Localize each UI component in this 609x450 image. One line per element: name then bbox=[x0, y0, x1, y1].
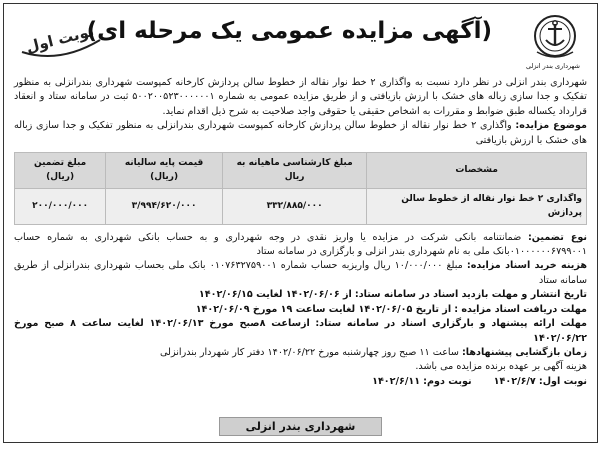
logo-caption: شهرداری بندر انزلی bbox=[525, 62, 580, 70]
col-header-spec: مشخصات bbox=[367, 153, 587, 189]
advertisement-frame bbox=[3, 3, 598, 443]
turn-stamp-text: نوبت اول bbox=[24, 21, 96, 57]
table-header-row bbox=[15, 153, 587, 189]
submit-label: مهلت ارائه پیشنهاد و بارگزاری اسناد در سامانه ستاد: bbox=[315, 318, 587, 330]
advertisement-body bbox=[14, 76, 587, 389]
table-row bbox=[15, 188, 587, 224]
page-title: (آگهی مزایده عمومی یک مرحله ای) bbox=[86, 18, 492, 44]
col-header-guarantee: مبلغ تضمین (ریال) bbox=[15, 153, 106, 189]
publish-label: تاریخ انتشار و مهلت بازدید اسناد در سامانه ستاد: bbox=[354, 289, 587, 301]
receive-paragraph bbox=[14, 303, 587, 317]
opening-label: زمان بازگشایی پیشنهادها: bbox=[461, 346, 587, 358]
opening-text: ساعت ۱۱ صبح روز چهارشنبه مورخ ۱۴۰۲/۰۶/۲۲ دفتر کار شهردار بندرانزلی bbox=[160, 346, 459, 358]
footer bbox=[4, 415, 597, 436]
items-table bbox=[14, 152, 587, 225]
doc-fee-text: مبلغ ۱۰/۰۰۰/۰۰۰ ریال واریزبه حساب شماره ۰۱۰۷۶۳۲۷۵۹۰۰۱ بانک ملی بحساب شهرداری بندرانزلی از طریق سامانه ستاد bbox=[14, 260, 587, 286]
submit-text: ازساعت ۸صبح مورخ ۱۴۰۲/۰۶/۱۳ لغایت ساعت ۸ صبح مورخ ۱۴۰۲/۰۶/۲۲ bbox=[14, 318, 587, 344]
guarantee-paragraph bbox=[14, 231, 587, 260]
col-header-base-price: قیمت پایه سالیانه (ریال) bbox=[106, 153, 223, 189]
doc-fee-paragraph bbox=[14, 259, 587, 288]
col-header-monthly: مبلغ کارشناسی ماهیانه به ریال bbox=[222, 153, 366, 189]
cell-guarantee: ۲۰۰/۰۰۰/۰۰۰ bbox=[15, 188, 106, 224]
publish-paragraph bbox=[14, 288, 587, 302]
ad-cost-text: هزینه آگهی بر عهده برنده مزایده می باشد. bbox=[415, 361, 587, 373]
intro-text: شهرداری بندر انزلی در نظر دارد نسبت به واگذاری ۲ خط نوار نقاله از خطوط سالن پردازش کارخانه کمپوست شهرداری بندرانزلی به منظور تفکیک و جدا سازی زباله های خشک با ارزش بازیافتی و از طریق مزایده عمومی به شماره ۵۰۰۲۰۰۵۲۳۰۰۰۰۰۰۱ ثبت در سامانه ستاد و انعقاد قرارداد یکساله طبق ضوابط و مقررات به اشخاص حقیقی یا حقوقی واجد صلاحیت به شرح ذیل اقدام نماید. bbox=[14, 77, 587, 117]
guarantee-text: ضمانتنامه بانکی شرکت در مزایده یا واریز نقدی در وجه شهرداری و به حساب بانکی شهرداری به شماره حساب ۰۱۰۰۰۰۰۰۶۷۹۹۰۰۱بانک ملی به نام شهرداری بندر انزلی و بارگزاری در سامانه ستاد bbox=[14, 231, 587, 258]
subject-label: موضوع مزایده: bbox=[515, 120, 587, 132]
second-turn-label: نوبت دوم: bbox=[423, 375, 472, 387]
first-turn bbox=[494, 375, 587, 389]
publish-text: از ۱۴۰۲/۰۶/۰۶ لغایت ۱۴۰۲/۰۶/۱۵ bbox=[198, 289, 352, 301]
doc-fee-label: هزینه خرید اسناد مزایده: bbox=[466, 260, 587, 272]
anchor-emblem-icon bbox=[523, 12, 587, 64]
second-turn-date: ۱۴۰۲/۶/۱۱ bbox=[372, 375, 421, 387]
header bbox=[4, 10, 597, 72]
intro-paragraph bbox=[14, 76, 587, 119]
first-turn-label: نوبت اول: bbox=[538, 375, 587, 387]
receive-label: مهلت دریافت اسناد مزایده : bbox=[454, 303, 587, 315]
cell-spec: واگذاری ۲ خط نوار نقاله از خطوط سالن پردازش bbox=[367, 188, 587, 224]
first-turn-date: ۱۴۰۲/۶/۷ bbox=[493, 375, 536, 387]
guarantee-label: نوع تضمین: bbox=[527, 231, 587, 243]
second-turn bbox=[372, 375, 472, 389]
receive-text: از تاریخ ۱۴۰۲/۰۶/۰۵ لغایت ساعت ۱۹ مورخ ۱۴۰۲/۰۶/۰۹ bbox=[195, 303, 452, 315]
footer-signature: شهرداری بندر انزلی bbox=[219, 417, 383, 436]
subject-paragraph bbox=[14, 119, 587, 148]
submit-paragraph bbox=[14, 317, 587, 346]
ad-cost-paragraph bbox=[14, 360, 587, 374]
cell-base-price: ۳/۹۹۴/۶۲۰/۰۰۰ bbox=[106, 188, 223, 224]
cell-monthly: ۳۳۲/۸۸۵/۰۰۰ bbox=[222, 188, 366, 224]
opening-paragraph bbox=[14, 346, 587, 360]
subject-text: واگذاری ۲ خط نوار نقاله از خطوط سالن پردازش کارخانه کمپوست شهرداری بندرانزلی به منظور تفکیک و جدا سازی زباله های خشک با ارزش بازیافتی bbox=[14, 120, 587, 146]
turn-dates bbox=[14, 375, 587, 389]
